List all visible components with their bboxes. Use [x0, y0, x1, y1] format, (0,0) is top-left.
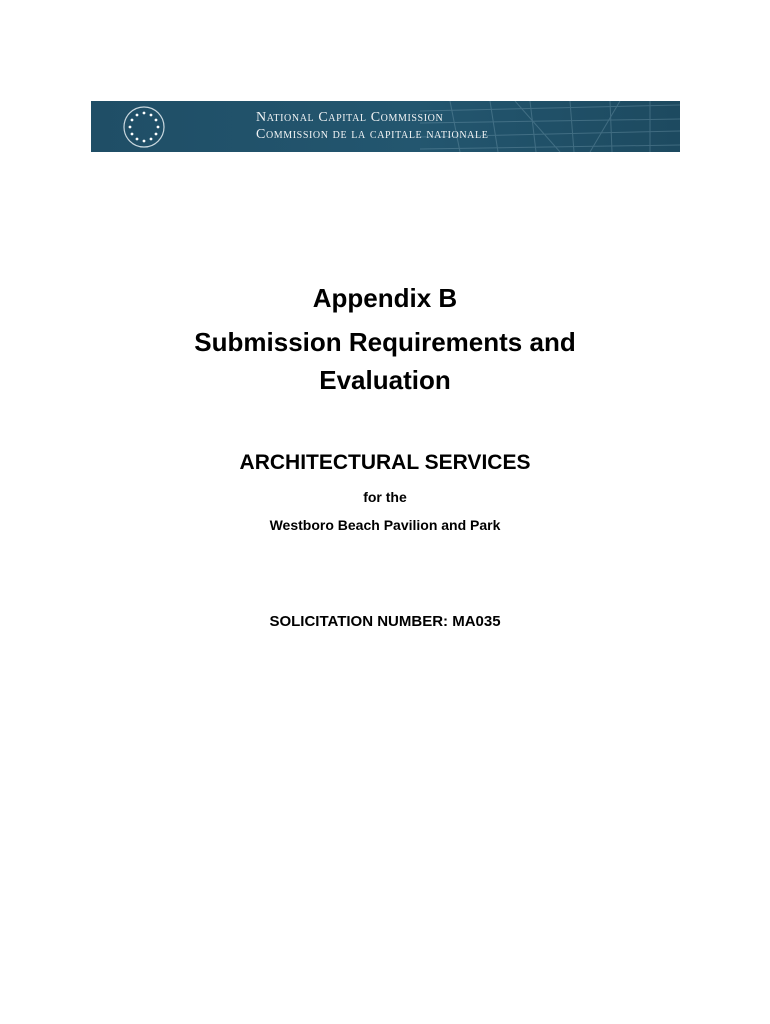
- for-the-label: for the: [363, 489, 407, 505]
- service-heading: ARCHITECTURAL SERVICES: [239, 451, 531, 474]
- document-title-line-2: Evaluation: [319, 365, 451, 395]
- ncc-circular-seal-icon: [121, 104, 167, 150]
- project-name: Westboro Beach Pavilion and Park: [269, 517, 501, 533]
- ncc-header-banner: [91, 101, 680, 152]
- org-name-english: National Capital Commission: [256, 110, 444, 125]
- org-name-french: Commission de la capitale nationale: [256, 127, 489, 142]
- solicitation-number: SOLICITATION NUMBER: MA035: [269, 613, 501, 630]
- document-title-line-1: Submission Requirements and: [194, 327, 576, 357]
- org-name-block: [256, 109, 488, 143]
- appendix-heading: Appendix B: [312, 283, 458, 313]
